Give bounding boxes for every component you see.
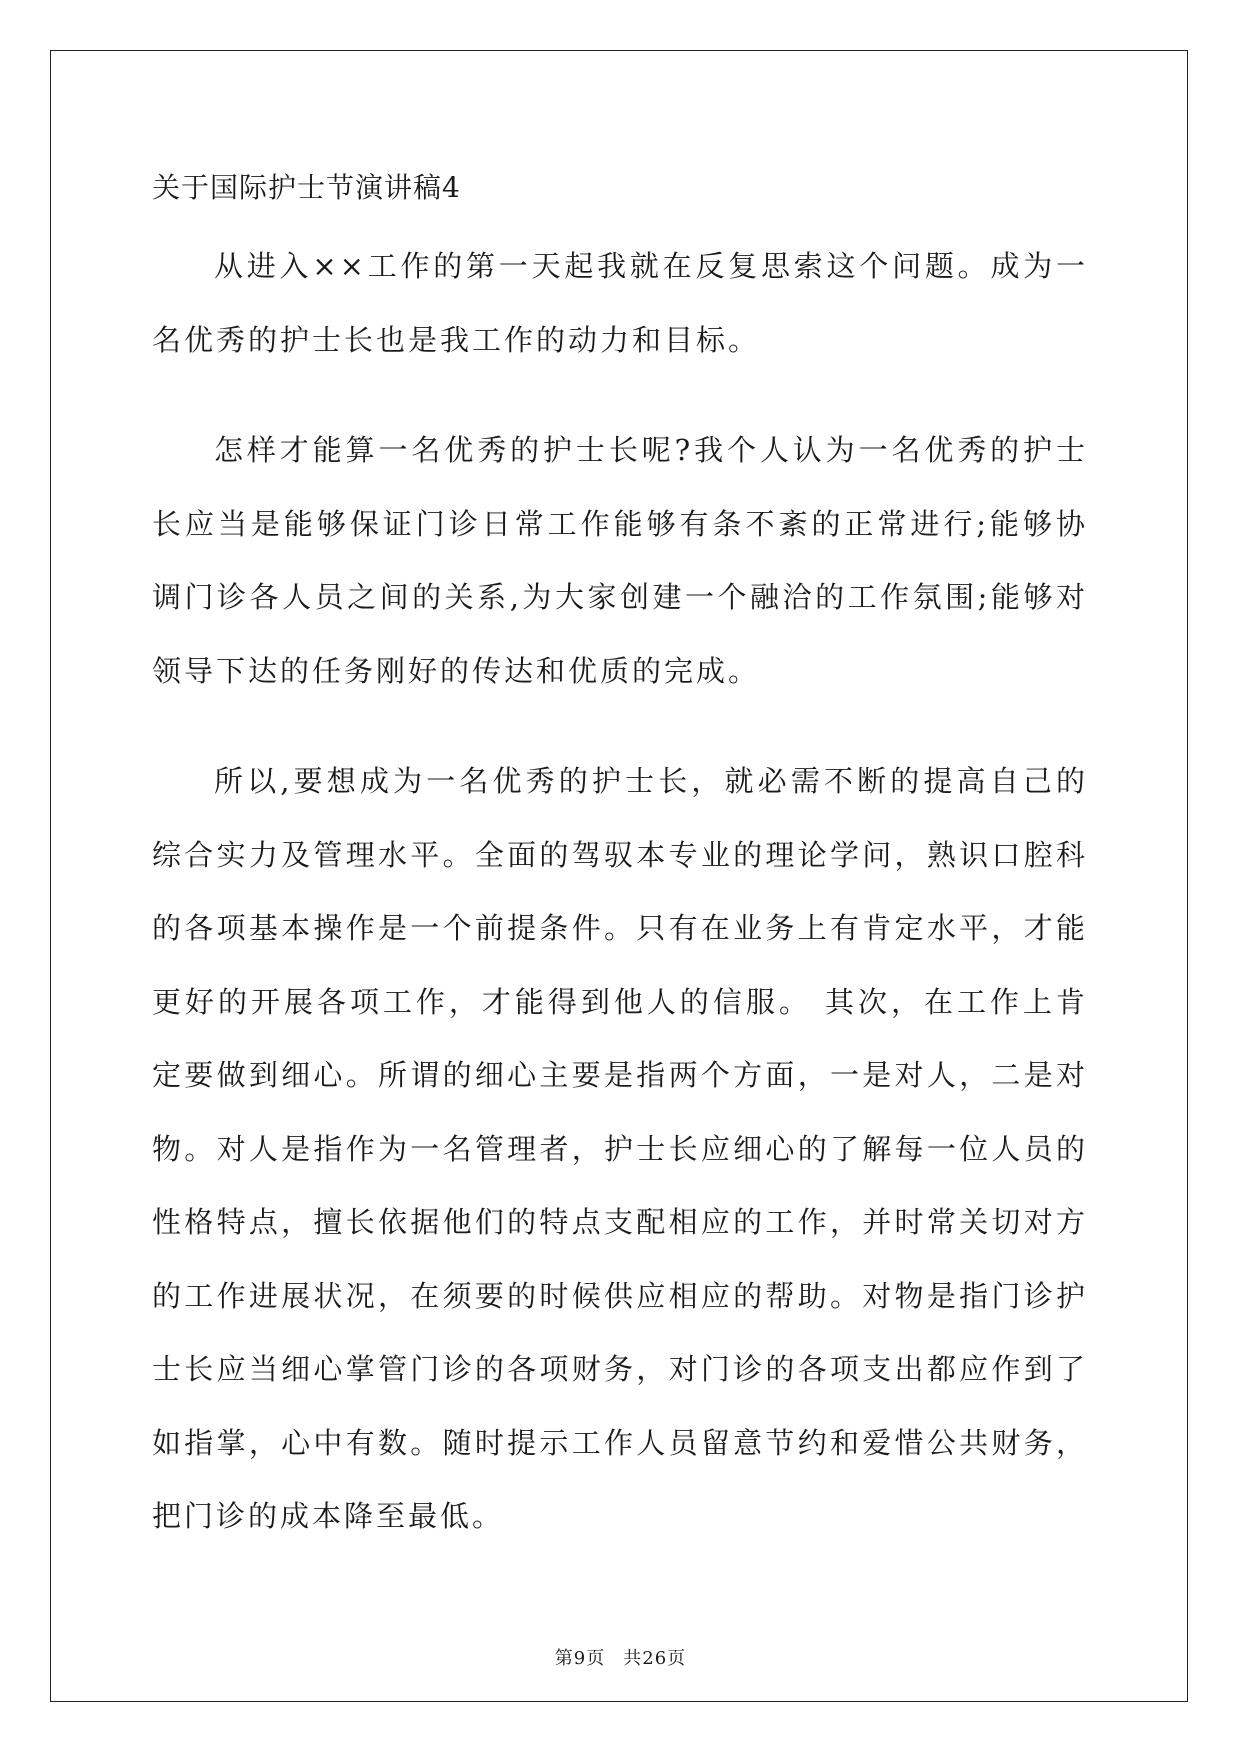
page-footer xyxy=(0,1644,1241,1670)
paragraph-1: 从进入××工作的第一天起我就在反复思索这个问题。成为一名优秀的护士长也是我工作的动力和目标。 xyxy=(152,249,1088,357)
document-body xyxy=(152,168,1088,1554)
page-total: 共26页 xyxy=(623,1648,687,1669)
paragraph-2: 怎样才能算一名优秀的护士长呢?我个人认为一名优秀的护士长应当是能够保证门诊日常工作能够有条不紊的正常进行;能够协调门诊各人员之间的关系,为大家创建一个融洽的工作氛围;能够对领导下达的任务刚好的传达和优质的完成。 xyxy=(152,433,1088,688)
document-title: 关于国际护士节演讲稿4 xyxy=(152,171,461,204)
page-number: 第9页 xyxy=(554,1648,606,1669)
paragraph-3: 所以,要想成为一名优秀的护士长，就必需不断的提高自己的综合实力及管理水平。全面的驾驭本专业的理论学问，熟识口腔科的各项基本操作是一个前提条件。只有在业务上有肯定水平，才能更好的开展各项工作，才能得到他人的信服。 其次，在工作上肯定要做到细心。所谓的细心主要是指两个方面，一是对人，二是对物。对人是指作为一名管理者，护士长应细心的了解每一位人员的性格特点，擅长依据他们的特点支配相应的工作，并时常关切对方的工作进展状况，在须要的时候供应相应的帮助。对物是指门诊护士长应当细心掌管门诊的各项财务，对门诊的各项支出都应作到了如指掌，心中有数。随时提示工作人员留意节约和爱惜公共财务，把门诊的成本降至最低。 xyxy=(152,764,1088,1533)
